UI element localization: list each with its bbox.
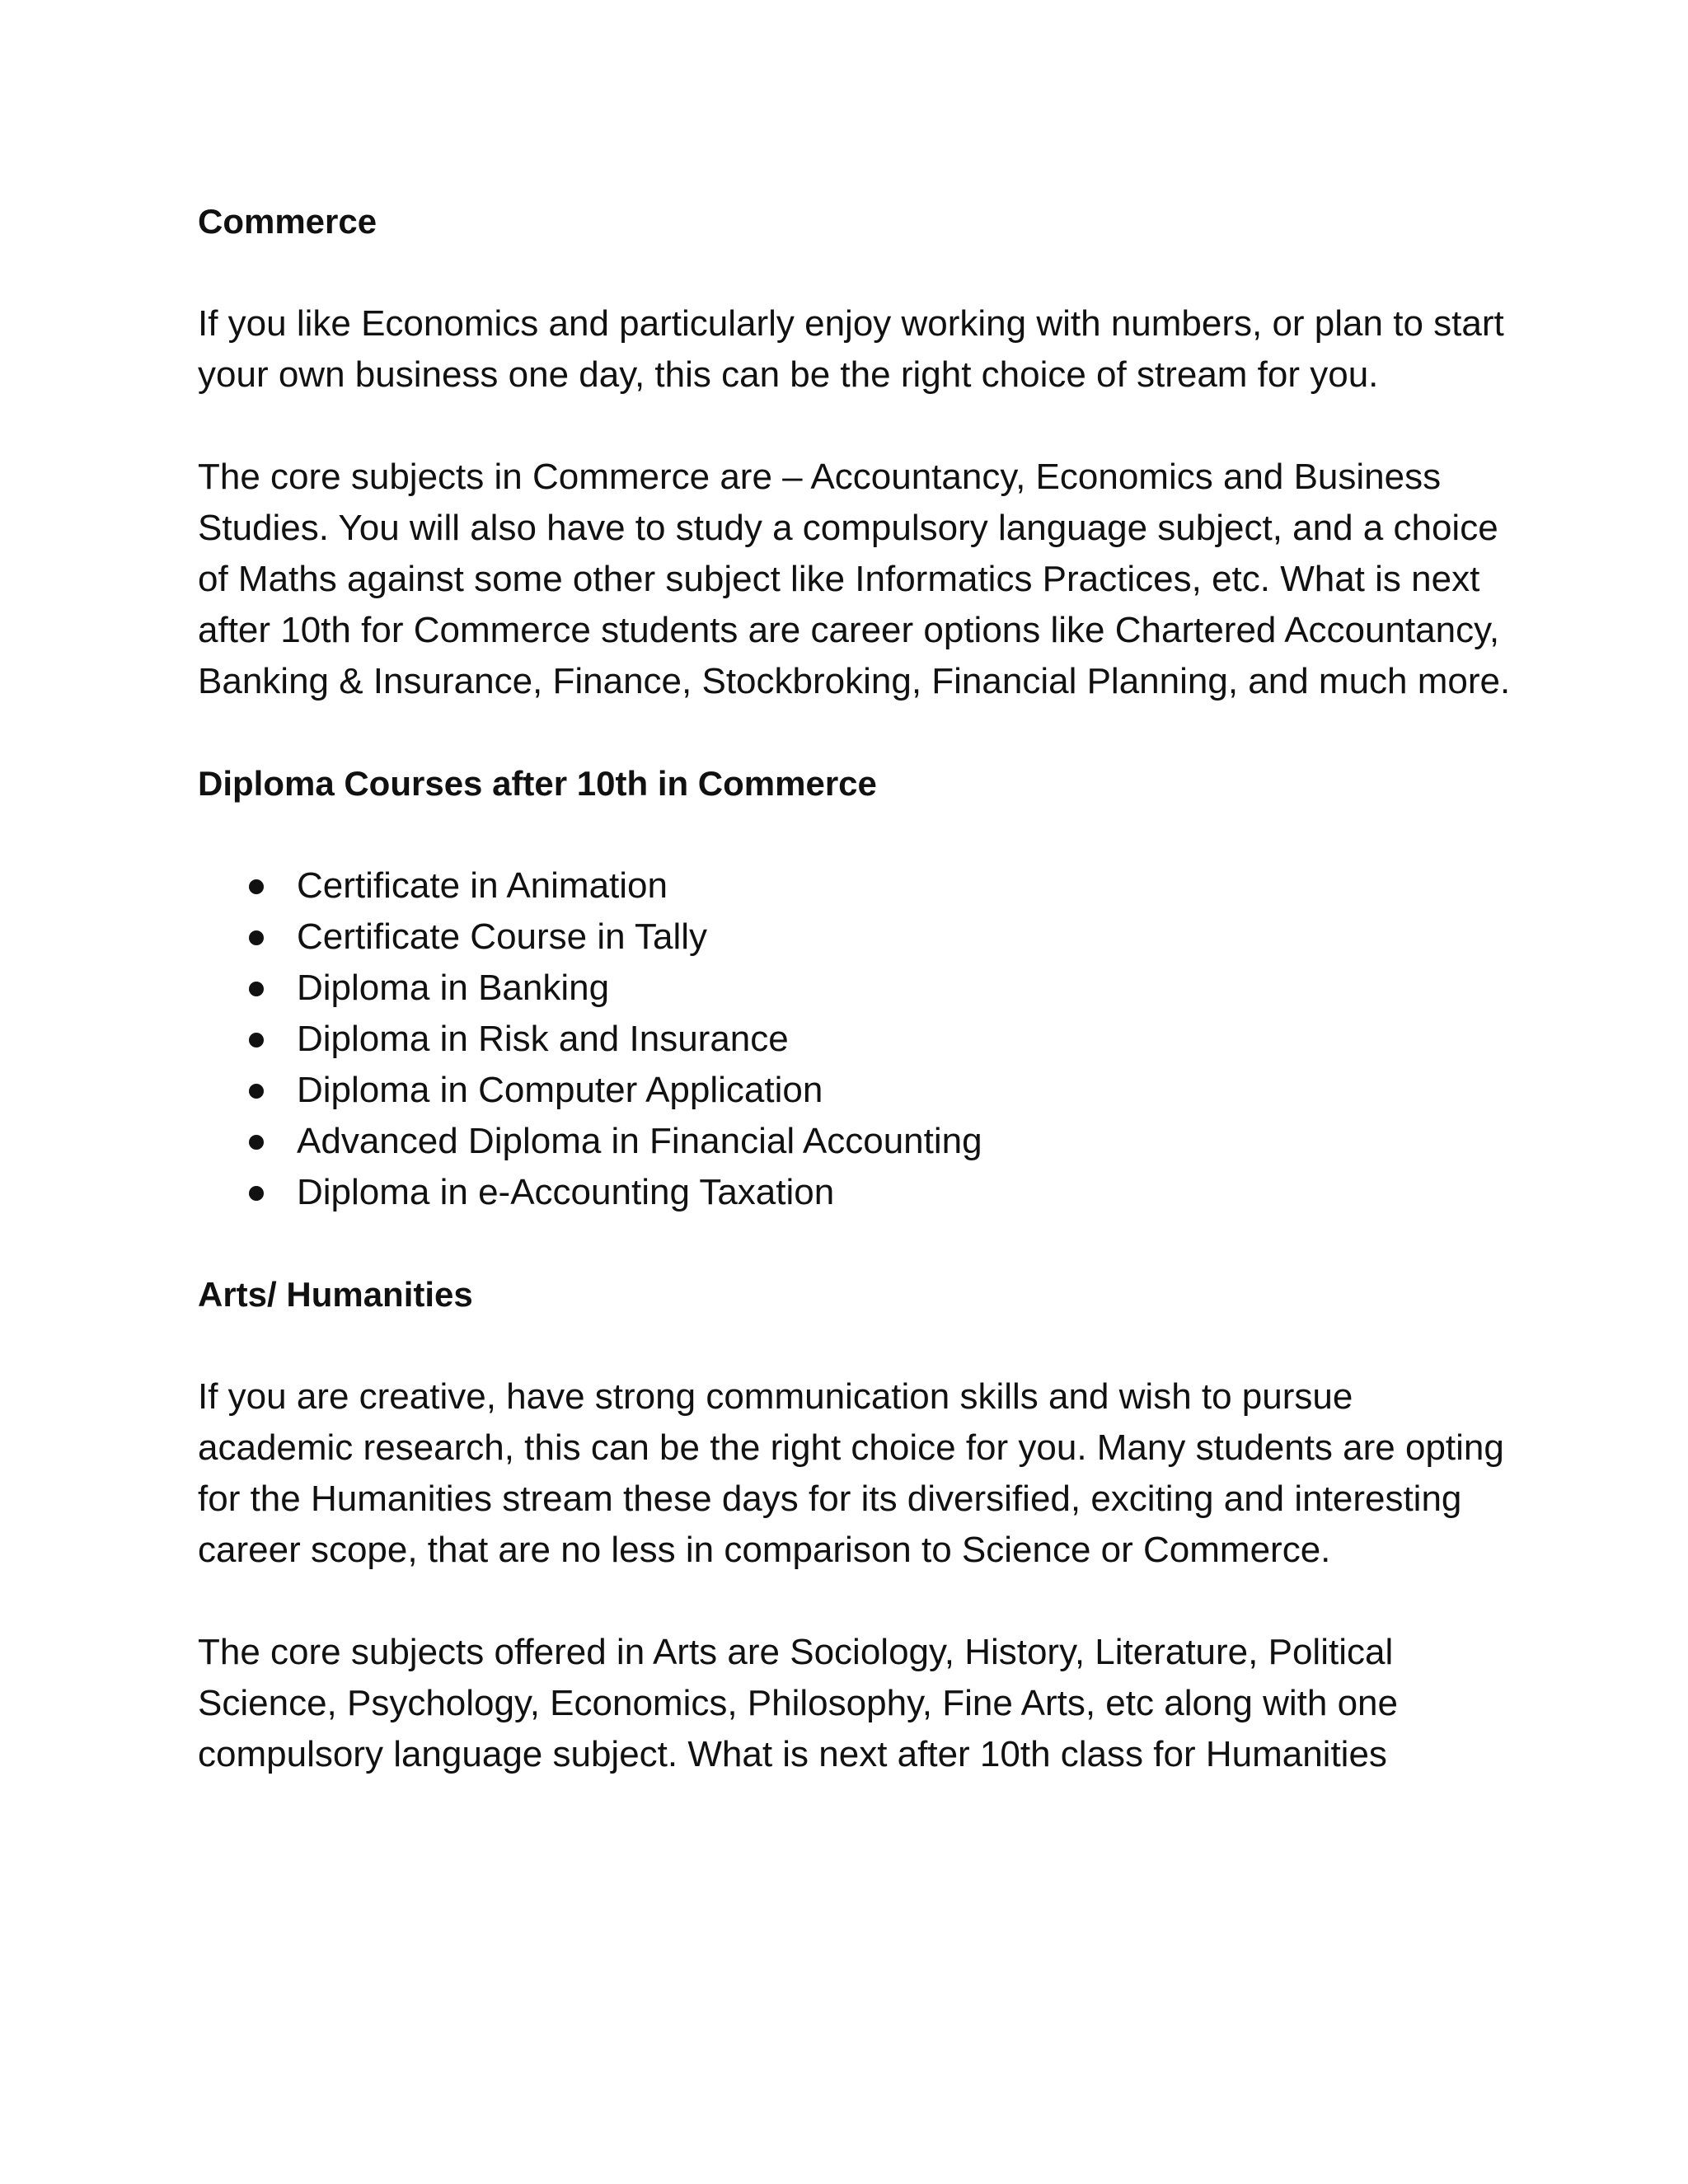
list-item-label: Certificate in Animation <box>297 865 668 906</box>
paragraph: The core subjects offered in Arts are Sociology, History, Literature, Political Science, Psychology, Economics, Philosophy, Fine Arts, etc along with one compulsory language subject. What is next after 10th class for Humanities <box>198 1632 1398 1774</box>
section-heading-diploma-courses: Diploma Courses after 10th in Commerce <box>198 764 877 803</box>
list-item <box>198 1014 1517 1065</box>
section-heading-arts-humanities: Arts/ Humanities <box>198 1275 473 1314</box>
list-item <box>198 963 1517 1014</box>
list-item <box>198 912 1517 963</box>
paragraph: If you like Economics and particularly enjoy working with numbers, or plan to start your own business one day, this can be the right choice of stream for you. <box>198 303 1504 395</box>
paragraph: The core subjects in Commerce are – Accountancy, Economics and Business Studies. You will also have to study a compulsory language subject, and a choice of Maths against some other subject like Informatics Practices, etc. What is next after 10th for Commerce students are career options like Chartered Accountancy, Banking & Insurance, Finance, Stockbroking, Financial Planning, and much more. <box>198 457 1511 701</box>
list-item-label: Certificate Course in Tally <box>297 916 708 957</box>
bullet-icon <box>249 1084 264 1099</box>
list-item <box>198 1065 1517 1116</box>
list-item-label: Diploma in Banking <box>297 968 610 1008</box>
document-body <box>198 196 1517 1780</box>
list-item-label: Diploma in Risk and Insurance <box>297 1019 789 1059</box>
section-heading-commerce: Commerce <box>198 202 377 241</box>
paragraph: If you are creative, have strong communication skills and wish to pursue academic research, this can be the right choice for you. Many students are opting for the Humanities stream these days for its diversified, exciting and interesting career scope, that are no less in comparison to Science or Commerce. <box>198 1376 1504 1570</box>
list-item <box>198 860 1517 912</box>
list-item-label: Diploma in e-Accounting Taxation <box>297 1172 835 1212</box>
diploma-course-list <box>198 860 1517 1218</box>
list-item <box>198 1167 1517 1218</box>
bullet-icon <box>249 930 264 945</box>
bullet-icon <box>249 1186 264 1201</box>
list-item-label: Advanced Diploma in Financial Accounting <box>297 1121 982 1161</box>
bullet-icon <box>249 1135 264 1150</box>
bullet-icon <box>249 879 264 894</box>
list-item-label: Diploma in Computer Application <box>297 1070 823 1110</box>
bullet-icon <box>249 982 264 996</box>
bullet-icon <box>249 1033 264 1047</box>
list-item <box>198 1116 1517 1167</box>
